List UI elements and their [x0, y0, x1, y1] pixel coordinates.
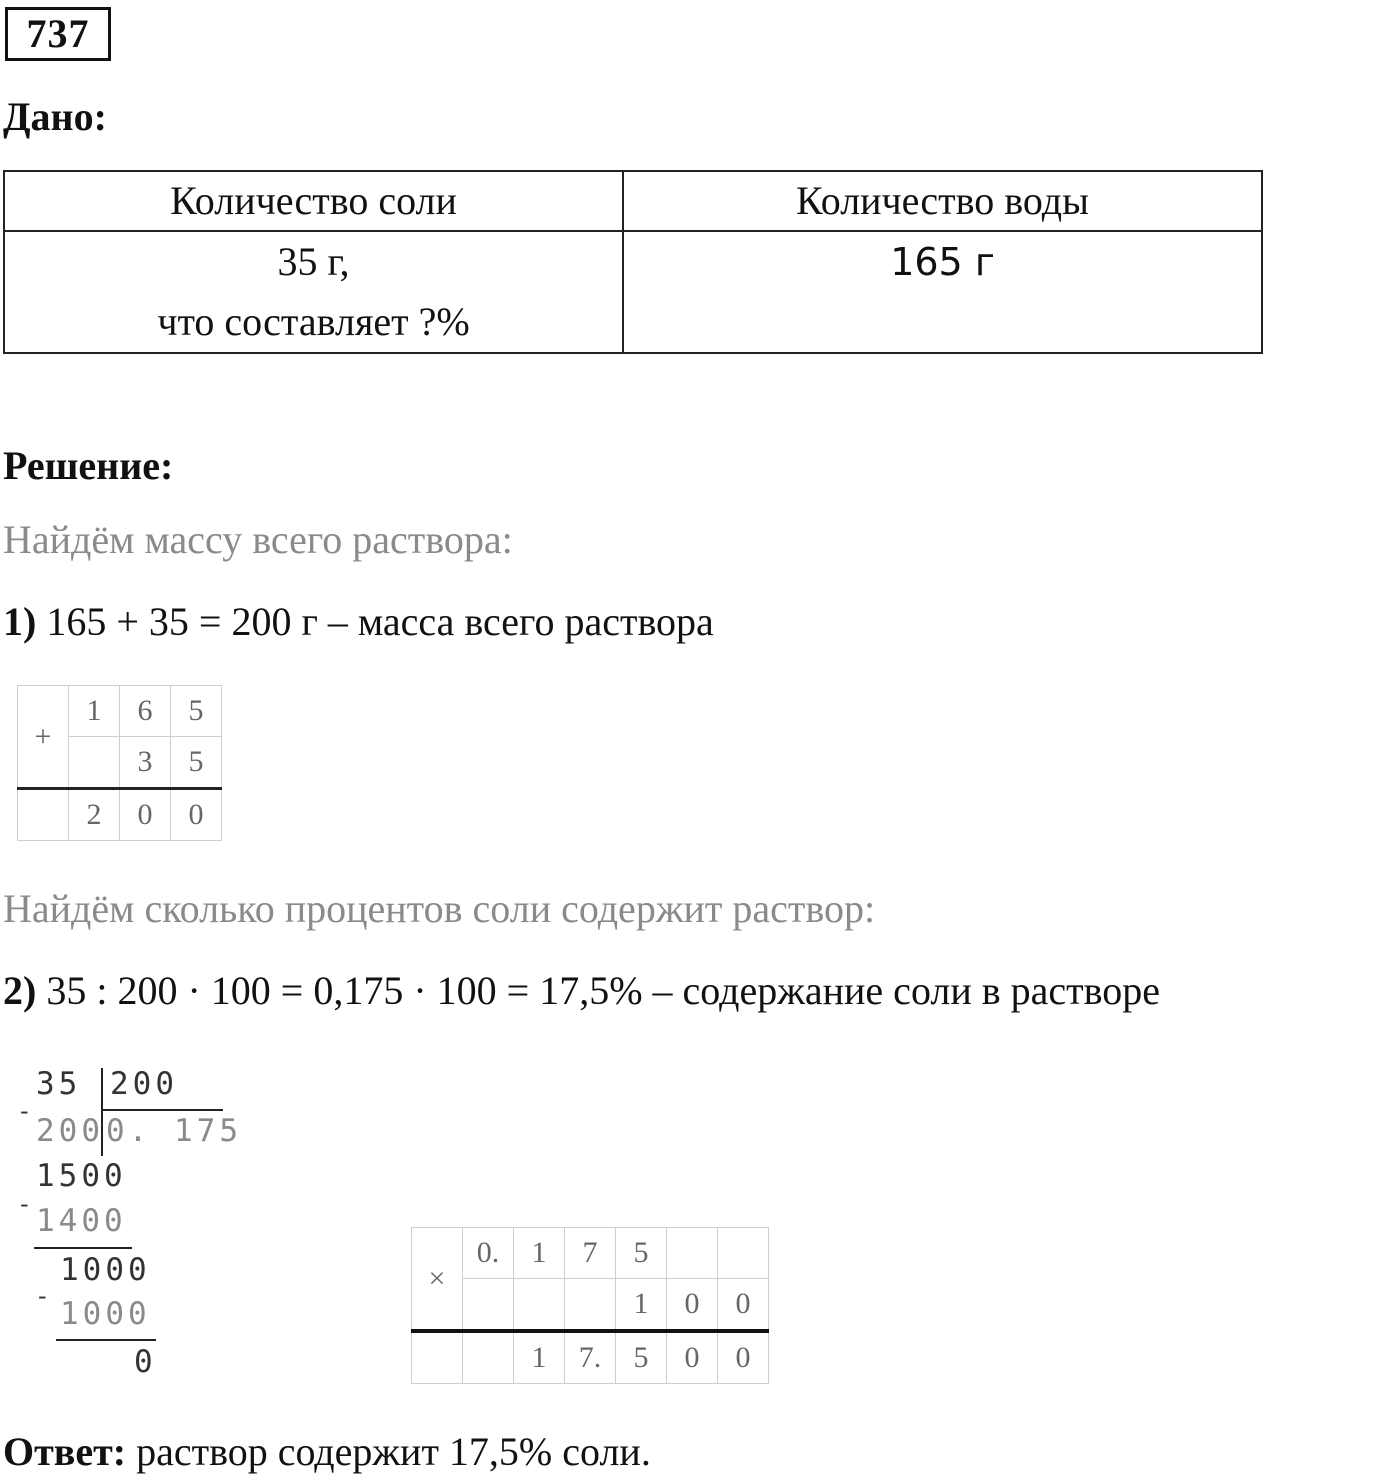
salt-value-line2: что составляет ?%: [157, 299, 470, 344]
water-value-cell: [623, 231, 1262, 353]
div-sub2: 1400: [36, 1203, 127, 1239]
mul-r2-c1: [463, 1279, 514, 1332]
div-final: 0: [134, 1344, 157, 1380]
step1-label: 1): [3, 599, 37, 644]
given-table-header-row: [4, 171, 1262, 231]
salt-value-line1: 35 г,: [277, 239, 350, 284]
water-value: 165 г: [890, 240, 995, 284]
mul-row1: [412, 1228, 769, 1279]
div-minus-1: -: [20, 1097, 29, 1125]
div-minus-3: -: [38, 1282, 47, 1310]
addition-grid: [17, 685, 222, 841]
div-minus-2: -: [20, 1190, 29, 1218]
mul-r2-c5: 0: [667, 1279, 718, 1332]
mul-r1-c6: [718, 1228, 769, 1279]
step2-text: 35 : 200 · 100 = 0,175 · 100 = 17,5% – содержание соли в растворе: [36, 968, 1161, 1013]
mul-r1-c2: 1: [514, 1228, 565, 1279]
mul-r1-c5: [667, 1228, 718, 1279]
mul-res-c1: [463, 1331, 514, 1384]
mul-res-c6: 0: [718, 1331, 769, 1384]
header-water: Количество воды: [623, 171, 1262, 231]
step2-intro: Найдём сколько процентов соли содержит раствор:: [3, 886, 876, 931]
mul-res-c4: 5: [616, 1331, 667, 1384]
step1-text: 165 + 35 = 200 г – масса всего раствора: [36, 599, 714, 644]
add-res-c3: 0: [171, 789, 222, 841]
addition-result-row: [18, 789, 222, 841]
given-table-value-row: [4, 231, 1262, 353]
div-line-3: [56, 1339, 156, 1341]
step1-intro: Найдём массу всего раствора:: [3, 517, 513, 562]
mul-r1-c1: 0.: [463, 1228, 514, 1279]
times-sign: ×: [412, 1228, 463, 1332]
addition-row1: [18, 686, 222, 737]
mul-r2-c4: 1: [616, 1279, 667, 1332]
div-quotient: 0. 175: [106, 1113, 242, 1149]
add-r2-c1: [69, 737, 120, 789]
given-heading: Дано:: [3, 94, 107, 139]
mul-row2: [412, 1279, 769, 1332]
mul-r2-c6: 0: [718, 1279, 769, 1332]
mul-res-c5: 0: [667, 1331, 718, 1384]
task-number: 737: [5, 7, 111, 61]
header-salt: Количество соли: [4, 171, 623, 231]
add-r2-c3: 5: [171, 737, 222, 789]
div-rem2: 1000: [60, 1252, 151, 1288]
given-table: [3, 170, 1263, 354]
mul-r1-c3: 7: [565, 1228, 616, 1279]
mul-r2-c2: [514, 1279, 565, 1332]
add-r2-c2: 3: [120, 737, 171, 789]
add-res-c2: 0: [120, 789, 171, 841]
mul-r1-c4: 5: [616, 1228, 667, 1279]
mul-res-c2: 1: [514, 1331, 565, 1384]
div-line-2: [34, 1247, 132, 1249]
div-divisor-underline: [101, 1109, 223, 1111]
solution-heading: Решение:: [3, 443, 174, 488]
add-r1-c1: 1: [69, 686, 120, 737]
mul-r2-c3: [565, 1279, 616, 1332]
div-divisor: 200: [110, 1066, 178, 1102]
multiplication-grid: [411, 1227, 769, 1384]
answer-line: [3, 1428, 651, 1475]
salt-value-cell: [4, 231, 623, 353]
step2-label: 2): [3, 968, 37, 1013]
step2-line: [3, 967, 1160, 1014]
add-res-c1: 2: [69, 789, 120, 841]
div-dividend: 35: [36, 1066, 82, 1102]
mul-res-c3: 7.: [565, 1331, 616, 1384]
step1-line: [3, 598, 714, 645]
plus-sign: +: [18, 686, 69, 789]
mul-result-row: [412, 1331, 769, 1384]
div-sub3: 1000: [60, 1296, 151, 1332]
answer-text: раствор содержит 17,5% соли.: [126, 1429, 651, 1474]
add-res-c0: [18, 789, 69, 841]
div-sub1: 200: [36, 1113, 104, 1149]
add-r1-c2: 6: [120, 686, 171, 737]
div-rem1: 1500: [36, 1158, 127, 1194]
mul-res-c0: [412, 1331, 463, 1384]
add-r1-c3: 5: [171, 686, 222, 737]
answer-label: Ответ:: [3, 1429, 127, 1474]
